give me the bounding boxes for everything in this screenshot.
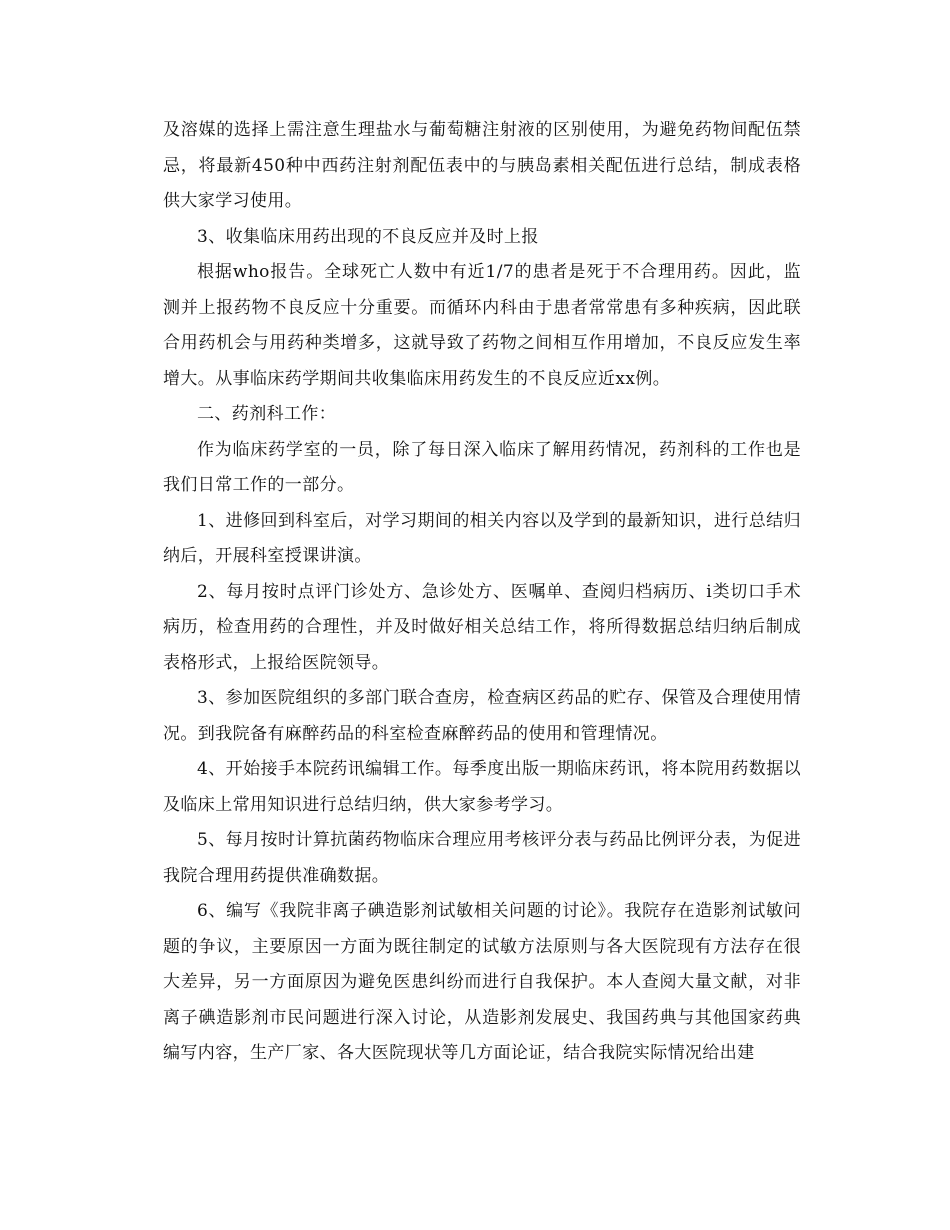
document-body (163, 113, 801, 1072)
paragraph-adverse-reactions: 根据who报告。全球死亡人数中有近1/7的患者是死于不合理用药。因此，监测并上报药物不良反应十分重要。而循环内科由于患者常常患有多种疾病，因此联合用药机会与用药种类增多，这就导致了药物之间相互作用增加，不良反应发生率增大。从事临床药学期间共收集临床用药发生的不良反应近xx例。 (163, 262, 801, 389)
list-item-1: 1、进修回到科室后，对学习期间的相关内容以及学到的最新知识，进行总结归纳后，开展科室授课讲演。 (163, 510, 801, 566)
paragraph-pharmacy-intro: 作为临床药学室的一员，除了每日深入临床了解用药情况，药剂科的工作也是我们日常工作的一部分。 (163, 439, 801, 495)
list-item-4: 4、开始接手本院药讯编辑工作。每季度出版一期临床药讯，将本院用药数据以及临床上常用知识进行总结归纳，供大家参考学习。 (163, 759, 801, 815)
paragraph-continuation: 及溶媒的选择上需注意生理盐水与葡萄糖注射液的区别使用，为避免药物间配伍禁忌，将最新450种中西药注射剂配伍表中的与胰岛素相关配伍进行总结，制成表格供大家学习使用。 (163, 120, 801, 211)
section-heading-pharmacy-work: 二、药剂科工作： (197, 404, 337, 424)
list-item-3: 3、参加医院组织的多部门联合查房，检查病区药品的贮存、保管及合理使用情况。到我院备有麻醉药品的科室检查麻醉药品的使用和管理情况。 (163, 688, 801, 744)
section-heading-adverse-reactions: 3、收集临床用药出现的不良反应并及时上报 (197, 226, 539, 247)
list-item-6: 6、编写《我院非离子碘造影剂试敏相关问题的讨论》。我院存在造影剂试敏问题的争议，主要原因一方面为既往制定的试敏方法原则与各大医院现有方法存在很大差异，另一方面原因为避免医患纠纷而进行自我保护。本人查阅大量文献，对非离子碘造影剂市民问题进行深入讨论，从造影剂发展史、我国药典与其他国家药典编写内容，生产厂家、各大医院现状等几方面论证，结合我院实际情况给出建 (163, 901, 801, 1063)
list-item-5: 5、每月按时计算抗菌药物临床合理应用考核评分表与药品比例评分表，为促进我院合理用药提供准确数据。 (163, 830, 801, 886)
list-item-2: 2、每月按时点评门诊处方、急诊处方、医嘱单、查阅归档病历、i类切口手术病历，检查用药的合理性，并及时做好相关总结工作，将所得数据总结归纳后制成表格形式，上报给医院领导。 (163, 581, 801, 673)
